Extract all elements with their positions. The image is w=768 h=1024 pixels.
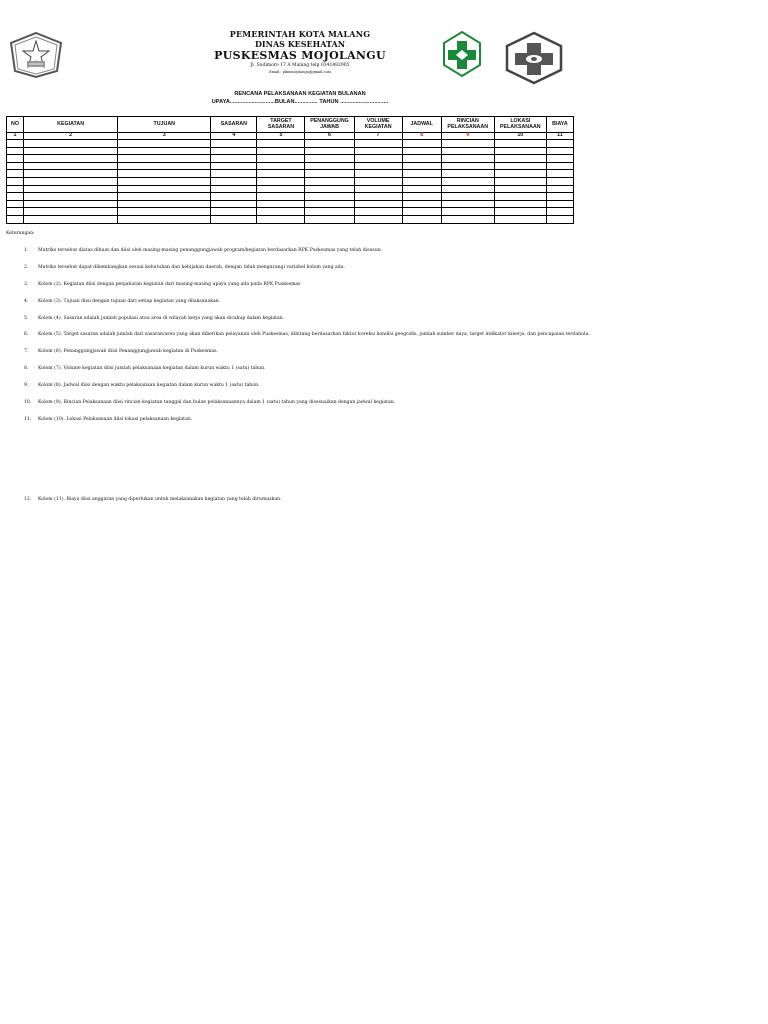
note-item: [24, 317, 284, 322]
table-cell: [305, 215, 354, 223]
note-number: 2.: [24, 265, 29, 270]
table-cell: [24, 170, 118, 178]
table-cell: [402, 147, 441, 155]
table-cell: [118, 170, 211, 178]
table-cell: [7, 215, 24, 223]
table-cell: [211, 140, 257, 148]
table-cell: [494, 177, 546, 185]
table-cell: [24, 215, 118, 223]
table-cell: [305, 185, 354, 193]
note-text: Kolom (4). Sasaran adalah jumlah populasi atau area di wilayah kerja yang akan dicakup dalam kegiatan.: [38, 316, 285, 321]
email: Email : pkmmojolangu@gmail.com: [269, 69, 331, 74]
table-cell: [494, 140, 546, 148]
col-number: 9: [441, 133, 494, 140]
table-cell: [24, 162, 118, 170]
table-cell: [24, 147, 118, 155]
table-cell: [354, 147, 402, 155]
table-cell: [494, 147, 546, 155]
note-item: [24, 401, 395, 406]
table-cell: [441, 208, 494, 216]
table-row: [7, 185, 574, 193]
table-row: [7, 140, 574, 148]
table-cell: [24, 140, 118, 148]
government-name: PEMERINTAH KOTA MALANG: [229, 29, 371, 39]
table-cell: [257, 208, 305, 216]
puskesmas-logo: [505, 31, 563, 85]
table-cell: [7, 200, 24, 208]
table-cell: [402, 162, 441, 170]
table-cell: [441, 177, 494, 185]
note-text: Matriks tersebut diatas dibuat dan diisi oleh masing-masing penanggungjawab program/kegiatan berdasarkan RPK Puskesmas yang telah disusun.: [38, 248, 383, 253]
header-row: [7, 117, 574, 133]
table-cell: [118, 140, 211, 148]
table-cell: [441, 215, 494, 223]
note-text: Kolom (7). Volume kegiatan diisi jumlah pelaksanaan kegiatan dalam kurun waktu 1 (satu) tahun.: [38, 366, 266, 371]
note-number: 6.: [24, 332, 29, 337]
table-cell: [494, 155, 546, 163]
table-cell: [402, 177, 441, 185]
table-row: [7, 193, 574, 201]
col-number: 10: [494, 133, 546, 140]
note-text: Kolom (3). Tujuan diisi dengan tujuan dari setiap kegiatan yang dilaksanakan.: [38, 299, 221, 304]
table-cell: [211, 177, 257, 185]
table-cell: [7, 170, 24, 178]
table-cell: [118, 155, 211, 163]
table-cell: [441, 185, 494, 193]
table-cell: [211, 215, 257, 223]
table-cell: [354, 177, 402, 185]
table-cell: [24, 200, 118, 208]
table-cell: [546, 177, 573, 185]
table-cell: [354, 208, 402, 216]
table-cell: [546, 215, 573, 223]
table-cell: [305, 155, 354, 163]
plan-table: [6, 116, 574, 224]
table-cell: [402, 200, 441, 208]
table-cell: [7, 162, 24, 170]
table-cell: [118, 193, 211, 201]
col-header: PENANGGUNG JAWAB: [305, 117, 354, 133]
col-header: SASARAN: [211, 117, 257, 133]
table-cell: [24, 177, 118, 185]
note-number: 12.: [24, 497, 32, 502]
table-cell: [546, 193, 573, 201]
table-cell: [354, 162, 402, 170]
table-cell: [441, 140, 494, 148]
table-cell: [257, 170, 305, 178]
table-cell: [305, 200, 354, 208]
table-cell: [305, 140, 354, 148]
note-item: [24, 266, 345, 271]
table-cell: [546, 185, 573, 193]
notes-label: Keterangan:: [6, 231, 35, 236]
document-title-block: [150, 91, 450, 106]
note-number: 3.: [24, 282, 29, 287]
note-item: [24, 249, 382, 254]
note-text: Kolom (9). Rincian Pelaksanaan diisi rincian kegiatan tanggal dan bulan pelaksanaannya dalam 1 (satu) tahun yang disesuaikan dengan jadwal kegiatan.: [38, 400, 396, 405]
note-item: [24, 498, 282, 503]
table-cell: [257, 147, 305, 155]
table-cell: [257, 140, 305, 148]
department-name: DINAS KESEHATAN: [254, 39, 346, 49]
table-row: [7, 200, 574, 208]
table-cell: [118, 200, 211, 208]
note-item: [24, 300, 220, 305]
table-cell: [402, 215, 441, 223]
note-number: 1.: [24, 248, 29, 253]
document-subtitle: UPAYA.............................BULAN............... TAHUN ...............................: [211, 98, 389, 105]
table-cell: [402, 185, 441, 193]
table-cell: [211, 170, 257, 178]
table-cell: [118, 208, 211, 216]
table-cell: [24, 208, 118, 216]
table-cell: [7, 208, 24, 216]
table-cell: [546, 140, 573, 148]
table-cell: [257, 162, 305, 170]
table-cell: [24, 185, 118, 193]
table-cell: [441, 162, 494, 170]
table-row: [7, 155, 574, 163]
note-item: [24, 367, 266, 372]
table-cell: [118, 185, 211, 193]
table-row: [7, 147, 574, 155]
table-cell: [305, 147, 354, 155]
table-cell: [546, 208, 573, 216]
col-header: NO: [7, 117, 24, 133]
malang-city-emblem: [9, 31, 63, 79]
col-header: TARGET SASARAN: [257, 117, 305, 133]
col-number: 7: [354, 133, 402, 140]
note-item: [24, 333, 590, 338]
table-cell: [402, 155, 441, 163]
table-cell: [305, 193, 354, 201]
table-cell: [354, 185, 402, 193]
puskesmas-name: PUSKESMAS MOJOLANGU: [214, 49, 386, 62]
table-row: [7, 162, 574, 170]
note-number: 7.: [24, 349, 29, 354]
table-cell: [546, 170, 573, 178]
note-item: [24, 283, 301, 288]
table-cell: [7, 155, 24, 163]
note-text: Kolom (2). Kegiatan diisi dengan penjabaran kegiatan dari masing-masing upaya yang ada pada RPK Puskesmas: [38, 282, 301, 287]
note-item: [24, 384, 260, 389]
col-number: 1: [7, 133, 24, 140]
col-header: VOLUME KEGIATAN: [354, 117, 402, 133]
col-number: 6: [305, 133, 354, 140]
table-cell: [402, 140, 441, 148]
note-text: Kolom (10). Lokasi Pelaksanaan diisi lokasi pelaksanaan kegiatan.: [38, 417, 193, 422]
table-cell: [7, 177, 24, 185]
table-cell: [441, 193, 494, 201]
table-row: [7, 177, 574, 185]
table-cell: [354, 155, 402, 163]
table-row: [7, 170, 574, 178]
table-cell: [118, 162, 211, 170]
table-cell: [402, 208, 441, 216]
table-cell: [7, 147, 24, 155]
table-cell: [441, 170, 494, 178]
col-number: 5: [257, 133, 305, 140]
col-number: 8: [402, 133, 441, 140]
table-cell: [257, 177, 305, 185]
col-number: 3: [118, 133, 211, 140]
table-cell: [118, 215, 211, 223]
note-number: 10.: [24, 400, 32, 405]
table-cell: [402, 170, 441, 178]
table-cell: [257, 200, 305, 208]
col-number: 11: [546, 133, 573, 140]
table-cell: [354, 200, 402, 208]
table-cell: [441, 200, 494, 208]
table-cell: [211, 200, 257, 208]
note-text: Matriks tersebut dapat dikembangkan sesuai kebutuhan dan kebijakan daerah, dengan tidak mengurangi variabel kolom yang ada.: [38, 265, 345, 270]
table-cell: [24, 155, 118, 163]
table-cell: [118, 177, 211, 185]
col-header: KEGIATAN: [24, 117, 118, 133]
table-cell: [494, 170, 546, 178]
table-cell: [305, 208, 354, 216]
note-text: Kolom (5). Target sasaran adalah jumlah dari sasaran/area yang akan diberikan pelayanan oleh Puskesmas, dihitung berdasarkan faktor koreksi kondisi geografis, jumlah sumber daya, target indikator kinerja, dan pencapaian terdahulu.: [38, 332, 590, 337]
table-cell: [494, 193, 546, 201]
col-header: JADWAL: [402, 117, 441, 133]
table-cell: [257, 215, 305, 223]
table-cell: [305, 162, 354, 170]
col-header: TUJUAN: [118, 117, 211, 133]
table-cell: [402, 193, 441, 201]
table-cell: [24, 193, 118, 201]
table-cell: [546, 155, 573, 163]
note-text: Kolom (6). Penanggungjawab diisi Penanggungjawab kegiatan di Puskesmas.: [38, 349, 218, 354]
table-cell: [441, 147, 494, 155]
col-header: LOKASI PELAKSANAAN: [494, 117, 546, 133]
table-cell: [494, 185, 546, 193]
notes-section: [6, 231, 766, 502]
note-item: [24, 350, 218, 355]
note-number: 11.: [24, 417, 32, 422]
table-cell: [118, 147, 211, 155]
table-cell: [441, 155, 494, 163]
table-cell: [211, 147, 257, 155]
table-cell: [211, 185, 257, 193]
col-header: RINCIAN PELAKSANAAN: [441, 117, 494, 133]
table-cell: [305, 177, 354, 185]
table-cell: [354, 215, 402, 223]
table-cell: [494, 200, 546, 208]
note-number: 9.: [24, 383, 29, 388]
table-cell: [7, 193, 24, 201]
note-text: Kolom (11). Biaya diisi anggaran yang diperlukan untuk melaksanakan kegiatan yang telah dirumuskan.: [38, 497, 282, 502]
table-cell: [305, 170, 354, 178]
document-title: RENCANA PELAKSANAAN KEGIATAN BULANAN: [234, 91, 366, 97]
table-cell: [211, 162, 257, 170]
table-cell: [211, 193, 257, 201]
table-cell: [354, 170, 402, 178]
table-cell: [494, 162, 546, 170]
table-cell: [546, 147, 573, 155]
plan-table-body: [7, 140, 574, 224]
note-item: [24, 418, 192, 423]
table-row: [7, 208, 574, 216]
table-row: [7, 215, 574, 223]
table-cell: [211, 208, 257, 216]
table-cell: [494, 208, 546, 216]
table-cell: [7, 185, 24, 193]
note-text: Kolom (8). Jadwal diisi dengan waktu pelaksanaan kegiatan dalam kurun waktu 1 (satu) tahun.: [38, 383, 260, 388]
note-number: 4.: [24, 299, 29, 304]
table-cell: [211, 155, 257, 163]
note-number: 8.: [24, 366, 29, 371]
col-header: BIAYA: [546, 117, 573, 133]
table-cell: [354, 140, 402, 148]
address: Jl. Sudimoro 17 A Malang telp 0341482905: [250, 63, 350, 68]
note-number: 5.: [24, 316, 29, 321]
table-cell: [257, 193, 305, 201]
col-number: 2: [24, 133, 118, 140]
table-cell: [7, 140, 24, 148]
letterhead: [200, 30, 400, 74]
table-cell: [546, 200, 573, 208]
table-cell: [257, 185, 305, 193]
table-cell: [354, 193, 402, 201]
column-number-row: [7, 133, 574, 140]
col-number: 4: [211, 133, 257, 140]
table-cell: [546, 162, 573, 170]
table-cell: [257, 155, 305, 163]
health-cross-logo: [443, 31, 481, 77]
table-cell: [494, 215, 546, 223]
